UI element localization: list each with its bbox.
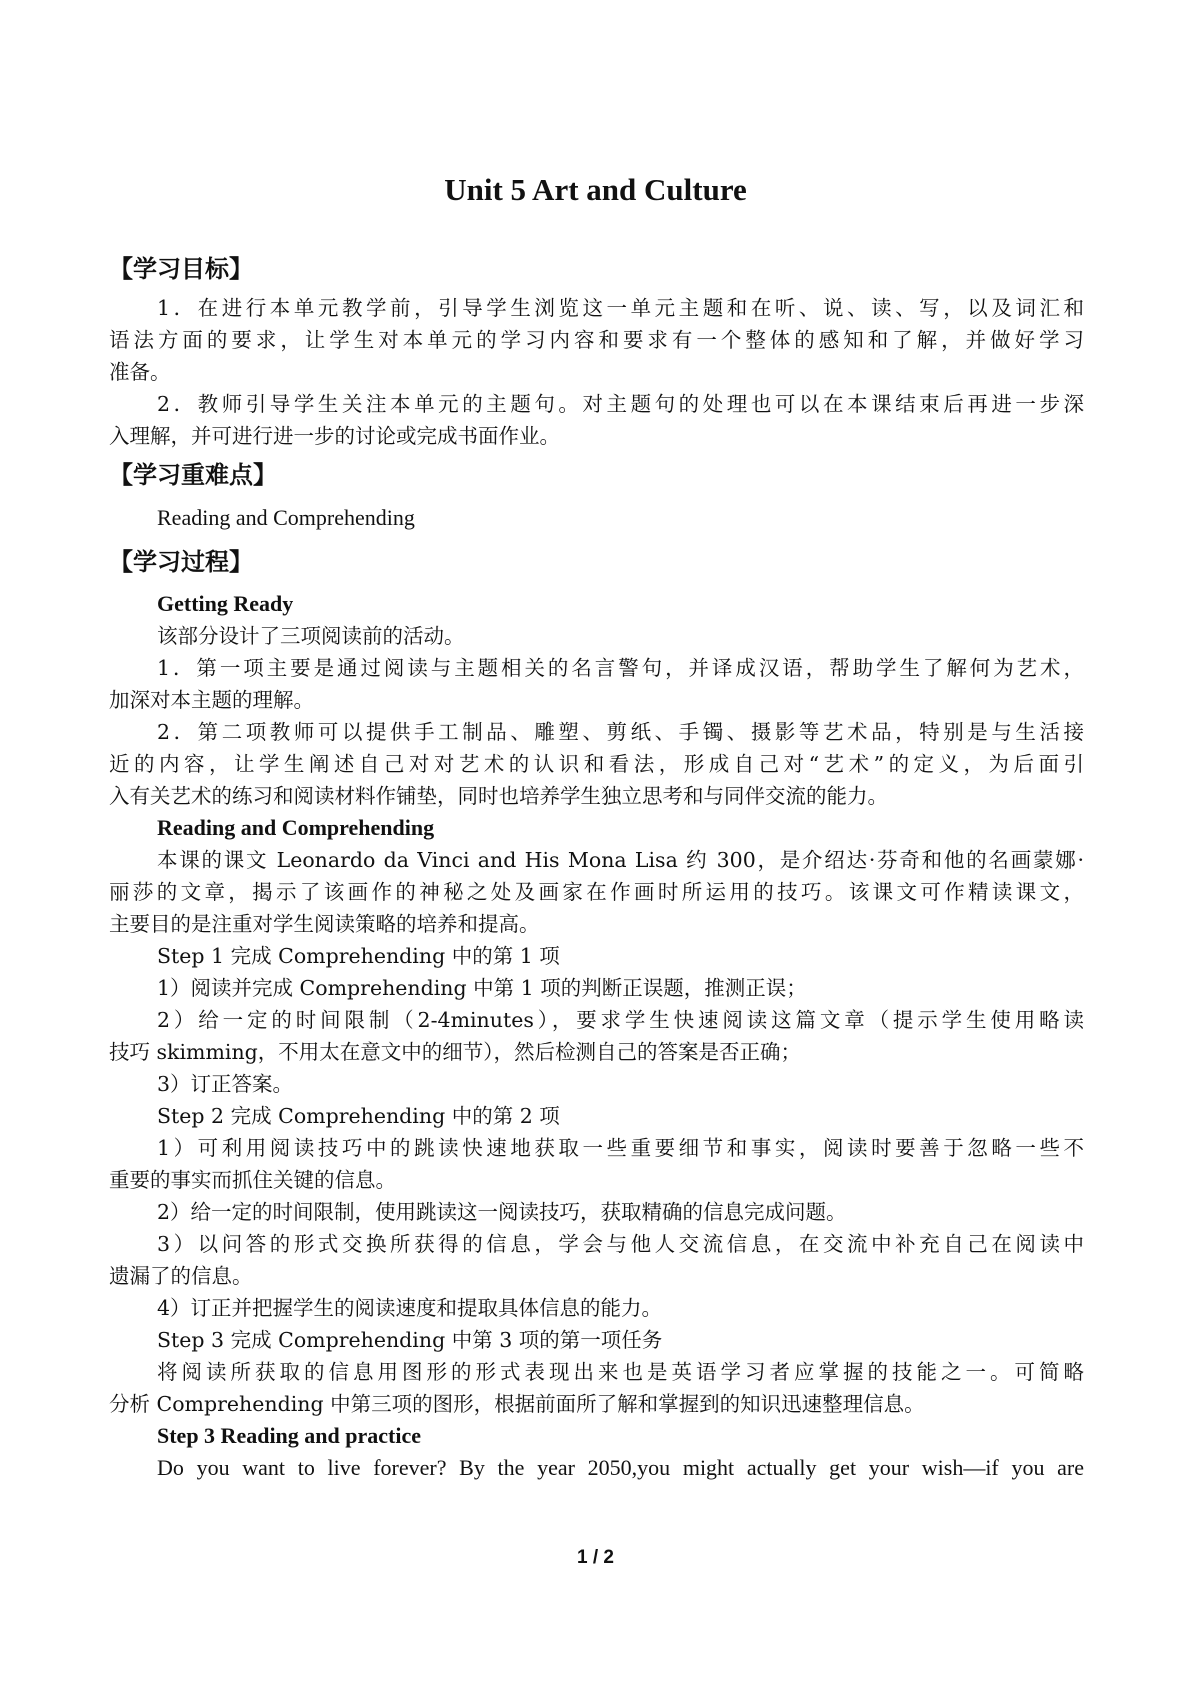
keypoints-text: Reading and Comprehending xyxy=(157,505,415,530)
step1-heading: Step 1 完成 Comprehending 中的第 1 项 xyxy=(157,944,560,968)
step2-line: 2）给一定的时间限制，使用跳读这一阅读技巧，获取精确的信息完成问题。 xyxy=(157,1200,847,1224)
step2-line: 1）可利用阅读技巧中的跳读快速地获取一些重要细节和事实，阅读时要善于忽略一些不 xyxy=(157,1136,1084,1160)
step1-line: 2）给一定的时间限制（2-4minutes），要求学生快速阅读这篇文章（提示学生使用略读 xyxy=(157,1008,1084,1032)
step2-line: 重要的事实而抓住关键的信息。 xyxy=(109,1168,396,1192)
step2-line: 遗漏了的信息。 xyxy=(109,1264,253,1288)
objectives-line: 语法方面的要求，让学生对本单元的学习内容和要求有一个整体的感知和了解，并做好学习 xyxy=(109,328,1084,352)
reading-line: 丽莎的文章，揭示了该画作的神秘之处及画家在作画时所运用的技巧。该课文可作精读课文， xyxy=(109,880,1084,904)
getting-ready-line: 入有关艺术的练习和阅读材料作铺垫，同时也培养学生独立思考和与同伴交流的能力。 xyxy=(109,784,888,808)
step3a-line: 将阅读所获取的信息用图形的形式表现出来也是英语学习者应掌握的技能之一。可简略 xyxy=(157,1360,1084,1384)
process-body xyxy=(109,588,1084,1484)
step3a-line: 分析 Comprehending 中第三项的图形，根据前面所了解和掌握到的知识迅速整理信息。 xyxy=(109,1392,925,1416)
step2-heading: Step 2 完成 Comprehending 中的第 2 项 xyxy=(157,1104,560,1128)
section-heading-keypoints: 【学习重难点】 xyxy=(109,461,277,489)
document-title: Unit 5 Art and Culture xyxy=(444,172,747,207)
keypoints-body xyxy=(109,502,1084,534)
reading-line: 主要目的是注重对学生阅读策略的培养和提高。 xyxy=(109,912,540,936)
step2-line: 3）以问答的形式交换所获得的信息，学会与他人交流信息，在交流中补充自己在阅读中 xyxy=(157,1232,1084,1256)
reading-heading: Reading and Comprehending xyxy=(157,815,435,840)
getting-ready-line: 1．第一项主要是通过阅读与主题相关的名言警句，并译成汉语，帮助学生了解何为艺术， xyxy=(157,656,1084,680)
step3b-line: Do you want to live forever? By the year 2050,you might actually get your wish—if you are xyxy=(157,1455,1084,1480)
objectives-line: 准备。 xyxy=(109,360,171,384)
objectives-line: 入理解，并可进行进一步的讨论或完成书面作业。 xyxy=(109,424,560,448)
page-number: 1 / 2 xyxy=(577,1547,614,1568)
step1-line: 技巧 skimming，不用太在意文中的细节），然后检测自己的答案是否正确； xyxy=(109,1040,802,1064)
getting-ready-heading: Getting Ready xyxy=(157,591,294,616)
objectives-line: 1．在进行本单元教学前，引导学生浏览这一单元主题和在听、说、读、写，以及词汇和 xyxy=(157,296,1084,320)
step1-line: 3）订正答案。 xyxy=(157,1072,294,1096)
section-heading-process: 【学习过程】 xyxy=(109,548,253,576)
section-heading-objectives: 【学习目标】 xyxy=(109,255,253,283)
step3b-heading: Step 3 Reading and practice xyxy=(157,1423,421,1448)
objectives-body xyxy=(109,292,1084,452)
step1-line: 1）阅读并完成 Comprehending 中第 1 项的判断正误题，推测正误； xyxy=(157,976,807,1000)
getting-ready-line: 该部分设计了三项阅读前的活动。 xyxy=(157,624,465,648)
getting-ready-line: 近的内容，让学生阐述自己对对艺术的认识和看法，形成自己对“艺术”的定义，为后面引 xyxy=(109,752,1084,776)
objectives-line: 2．教师引导学生关注本单元的主题句。对主题句的处理也可以在本课结束后再进一步深 xyxy=(157,392,1084,416)
reading-line: 本课的课文 Leonardo da Vinci and His Mona Lisa 约 300，是介绍达·芬奇和他的名画蒙娜· xyxy=(157,848,1084,872)
getting-ready-line: 2．第二项教师可以提供手工制品、雕塑、剪纸、手镯、摄影等艺术品，特别是与生活接 xyxy=(157,720,1084,744)
step2-line: 4）订正并把握学生的阅读速度和提取具体信息的能力。 xyxy=(157,1296,663,1320)
step3a-heading: Step 3 完成 Comprehending 中第 3 项的第一项任务 xyxy=(157,1328,663,1352)
getting-ready-line: 加深对本主题的理解。 xyxy=(109,688,314,712)
